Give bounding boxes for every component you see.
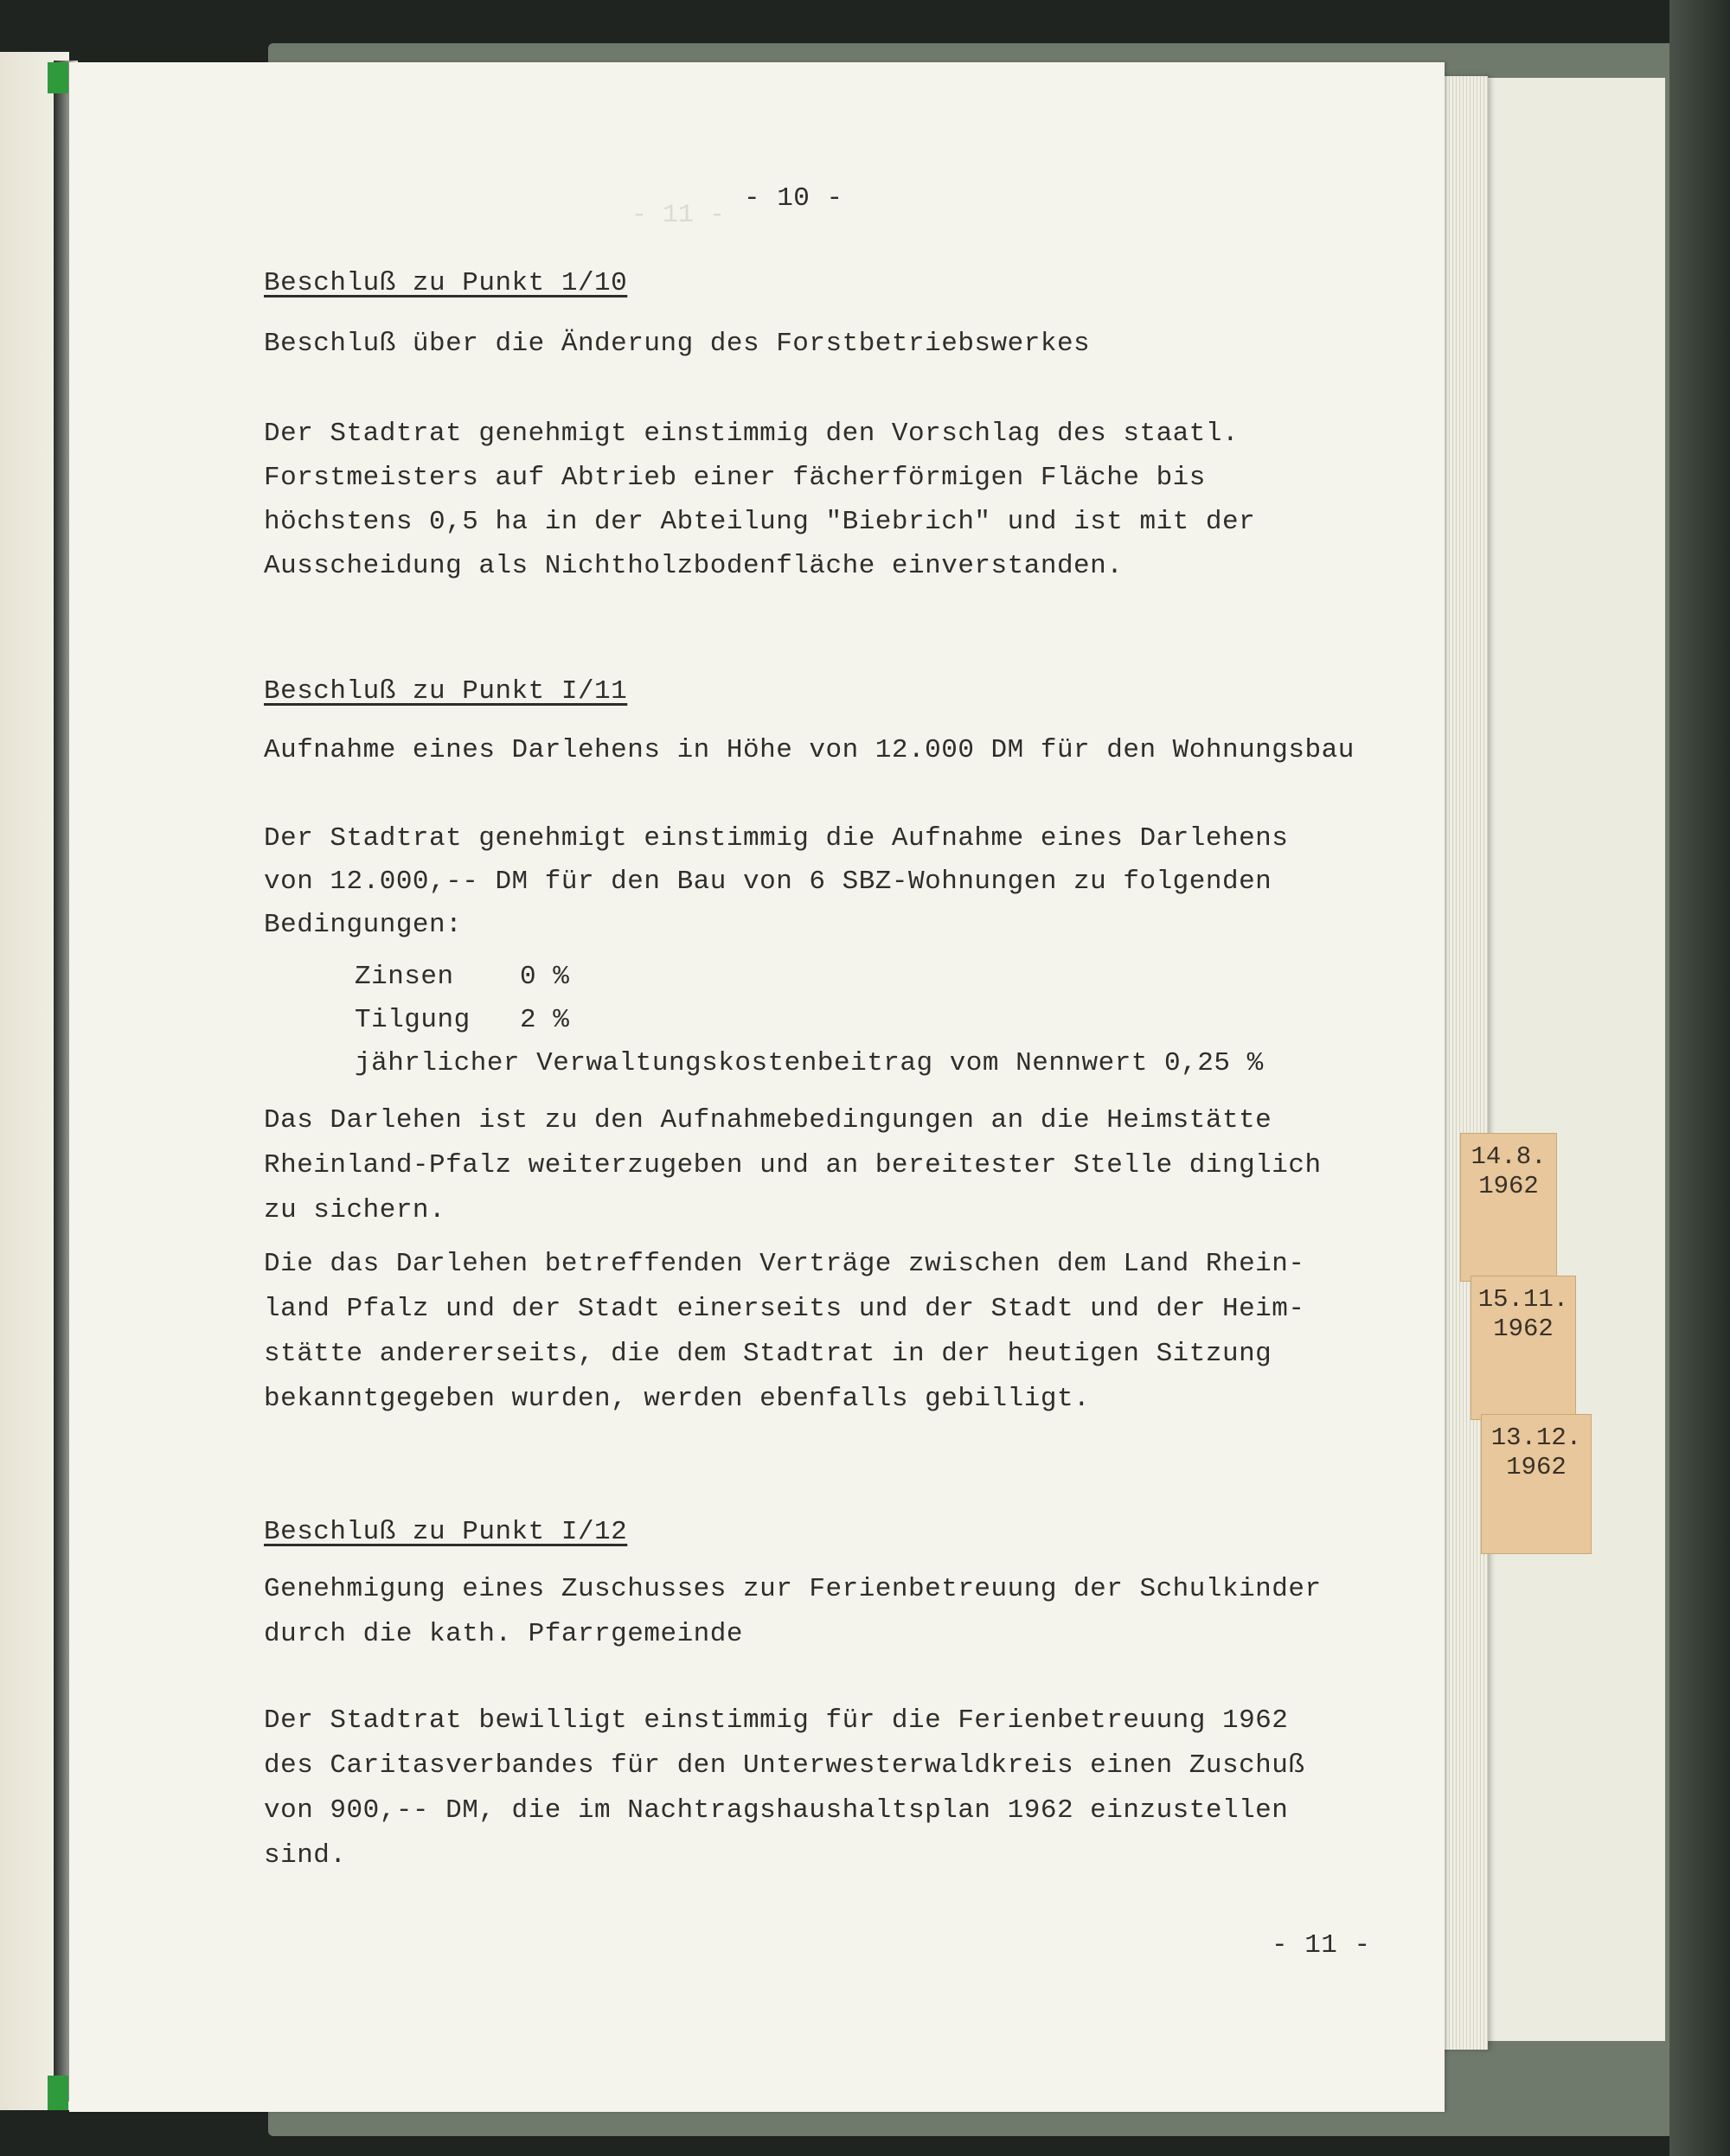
document-page — [69, 62, 1445, 2112]
page-number-top: - 10 - — [744, 183, 843, 214]
binder-spine — [1669, 0, 1730, 2156]
body-line: Der Stadtrat bewilligt einstimmig für die Ferienbetreuung 1962 — [264, 1705, 1289, 1736]
page-number-bottom: - 11 - — [1272, 1930, 1371, 1961]
date-tab-day-month: 14.8. — [1470, 1142, 1547, 1171]
date-tab[interactable] — [1470, 1276, 1576, 1420]
section-heading: Beschluß zu Punkt 1/10 — [264, 268, 628, 298]
date-tab-day-month: 13.12. — [1490, 1423, 1582, 1452]
date-tab-day-month: 15.11. — [1477, 1285, 1569, 1314]
date-tab-year: 1962 — [1493, 1315, 1554, 1343]
body-line: Rheinland-Pfalz weiterzugeben und an bereitester Stelle dinglich — [264, 1150, 1322, 1180]
body-line: bekanntgegeben wurden, werden ebenfalls gebilligt. — [264, 1384, 1091, 1414]
body-line: des Caritasverbandes für den Unterwesterwaldkreis einen Zuschuß — [264, 1750, 1305, 1781]
section-heading: Beschluß zu Punkt I/12 — [264, 1517, 628, 1547]
body-line: Der Stadtrat genehmigt einstimmig den Vorschlag des staatl. — [264, 419, 1240, 449]
section-heading: Beschluß zu Punkt I/11 — [264, 676, 628, 707]
body-line: stätte andererseits, die dem Stadtrat in der heutigen Sitzung — [264, 1339, 1272, 1369]
body-line: sind. — [264, 1840, 347, 1871]
section-subject: durch die kath. Pfarrgemeinde — [264, 1619, 743, 1649]
date-tab-year: 1962 — [1478, 1172, 1539, 1200]
bookmark-ribbon-top — [48, 62, 68, 93]
body-line: Das Darlehen ist zu den Aufnahmebedingungen an die Heimstätte — [264, 1105, 1272, 1136]
body-line: Ausscheidung als Nichtholzbodenfläche einverstanden. — [264, 551, 1124, 581]
body-line: von 12.000,-- DM für den Bau von 6 SBZ-Wohnungen zu folgenden — [264, 867, 1272, 897]
condition-line: Tilgung 2 % — [355, 1005, 570, 1035]
section-subject: Genehmigung eines Zuschusses zur Ferienbetreuung der Schulkinder — [264, 1574, 1322, 1604]
body-line: Der Stadtrat genehmigt einstimmig die Aufnahme eines Darlehens — [264, 823, 1289, 854]
body-line: Die das Darlehen betreffenden Verträge zwischen dem Land Rhein- — [264, 1249, 1305, 1279]
section-subject: Aufnahme eines Darlehens in Höhe von 12.000 DM für den Wohnungsbau — [264, 735, 1355, 765]
body-line: zu sichern. — [264, 1195, 446, 1225]
body-line: höchstens 0,5 ha in der Abteilung "Biebrich" und ist mit der — [264, 507, 1256, 537]
bookmark-ribbon-bottom — [48, 2076, 68, 2110]
date-tab[interactable] — [1460, 1133, 1557, 1282]
body-line: Bedingungen: — [264, 910, 463, 940]
section-subject: Beschluß über die Änderung des Forstbetriebswerkes — [264, 329, 1091, 359]
date-tab-year: 1962 — [1506, 1453, 1567, 1481]
body-line: land Pfalz und der Stadt einerseits und der Stadt und der Heim- — [264, 1294, 1305, 1324]
condition-line: Zinsen 0 % — [355, 962, 570, 992]
condition-line: jährlicher Verwaltungskostenbeitrag vom Nennwert 0,25 % — [355, 1048, 1264, 1078]
date-tab[interactable] — [1481, 1414, 1592, 1554]
ghost-page-number: - 11 - — [631, 201, 726, 230]
body-line: von 900,-- DM, die im Nachtragshaushaltsplan 1962 einzustellen — [264, 1795, 1289, 1826]
body-line: Forstmeisters auf Abtrieb einer fächerförmigen Fläche bis — [264, 463, 1206, 493]
